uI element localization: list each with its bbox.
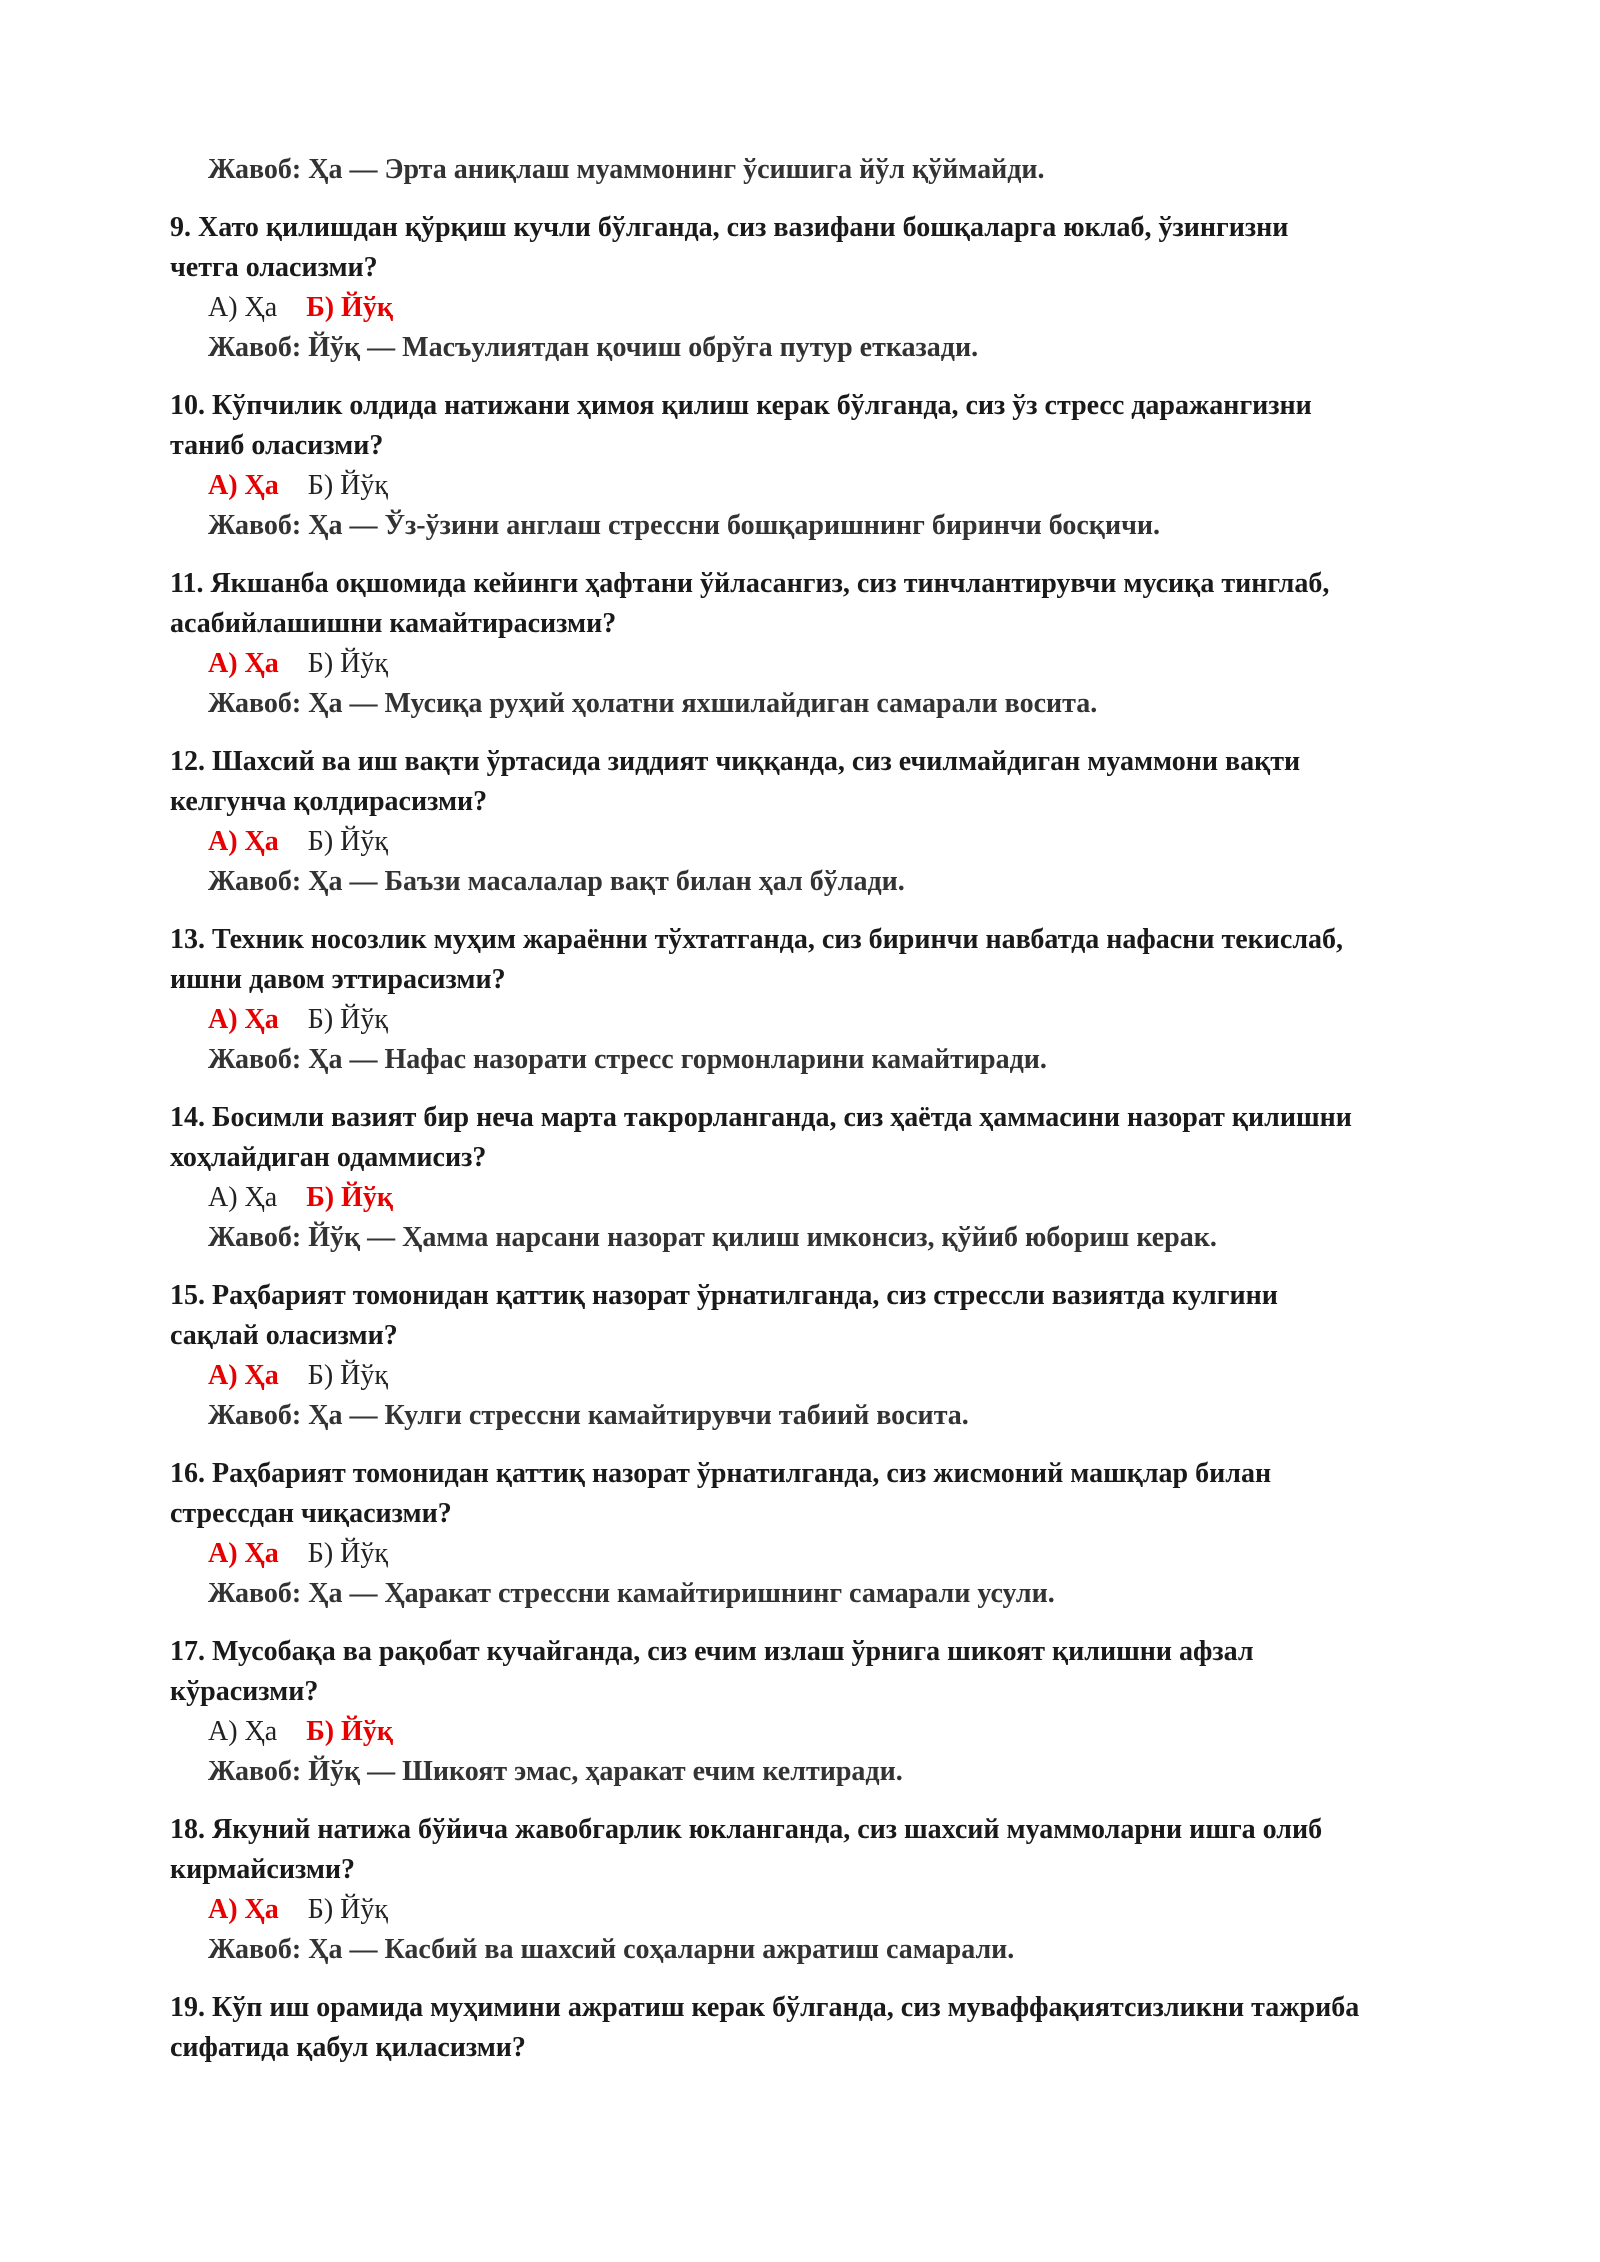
question-12	[170, 742, 1470, 902]
question-text: 16. Раҳбарият томонидан қаттиқ назорат ўрнатилганда, сиз жисмоний машқлар билан	[170, 1458, 1272, 1489]
question-16	[170, 1454, 1470, 1614]
question-text: 9. Хато қилишдан қўрқиш кучли бўлганда, сиз вазифани бошқаларга юклаб, ўзингизни	[170, 212, 1289, 243]
question-text: 13. Техник носозлик муҳим жараённи тўхтатганда, сиз биринчи навбатда нафасни текислаб,	[170, 924, 1344, 955]
question-text-continued: асабийлашишни камайтирасизми?	[170, 608, 617, 639]
option-a-selected: А) Ҳа	[208, 826, 279, 857]
option-b-selected: Б) Йўқ	[306, 292, 393, 323]
question-17	[170, 1632, 1470, 1792]
answer-options	[170, 1534, 1470, 1574]
question-18	[170, 1810, 1470, 1970]
question-text-continued: кўрасизми?	[170, 1676, 319, 1707]
option-a-selected: А) Ҳа	[208, 648, 279, 679]
question-10	[170, 386, 1470, 546]
answer-line: Жавоб: Йўқ — Ҳамма нарсани назорат қилиш имконсиз, қўйиб юбориш керак.	[208, 1222, 1217, 1253]
option-b: Б) Йўқ	[307, 1538, 388, 1569]
option-a-selected: А) Ҳа	[208, 1894, 279, 1925]
option-b: Б) Йўқ	[307, 1894, 388, 1925]
answer-options	[170, 1890, 1470, 1930]
answer-options	[170, 1178, 1470, 1218]
answer-line: Жавоб: Ҳа — Мусиқа руҳий ҳолатни яхшилайдиган самарали восита.	[208, 688, 1098, 719]
option-b: Б) Йўқ	[307, 470, 388, 501]
question-text-continued: ишни давом эттирасизми?	[170, 964, 506, 995]
question-13	[170, 920, 1470, 1080]
answer-options	[170, 644, 1470, 684]
option-a-selected: А) Ҳа	[208, 1004, 279, 1035]
option-b: Б) Йўқ	[307, 826, 388, 857]
question-text-continued: кирмайсизми?	[170, 1854, 356, 1885]
answer-line: Жавоб: Ҳа — Кулги стрессни камайтирувчи табиий восита.	[208, 1400, 969, 1431]
answer-line: Жавоб: Ҳа — Нафас назорати стресс гормонларини камайтиради.	[208, 1044, 1047, 1075]
answer-line: Жавоб: Йўқ — Масъулиятдан қочиш обрўга путур етказади.	[208, 332, 979, 363]
option-a-selected: А) Ҳа	[208, 1360, 279, 1391]
question-14	[170, 1098, 1470, 1258]
question-text: 10. Кўпчилик олдида натижани ҳимоя қилиш керак бўлганда, сиз ўз стресс даражангизни	[170, 390, 1312, 421]
answer-options	[170, 822, 1470, 862]
answer-options	[170, 1356, 1470, 1396]
question-text-continued: келгунча қолдирасизми?	[170, 786, 488, 817]
answer-options	[170, 1000, 1470, 1040]
question-text-continued: четга оласизми?	[170, 252, 378, 283]
question-text: 15. Раҳбарият томонидан қаттиқ назорат ўрнатилганда, сиз стрессли вазиятда кулгини	[170, 1280, 1278, 1311]
question-text: 14. Босимли вазият бир неча марта такрорланганда, сиз ҳаётда ҳаммасини назорат қилишни	[170, 1102, 1352, 1133]
option-b: Б) Йўқ	[307, 1004, 388, 1035]
answer-line: Жавоб: Йўқ — Шикоят эмас, ҳаракат ечим келтиради.	[208, 1756, 903, 1787]
question-text-continued: таниб оласизми?	[170, 430, 384, 461]
answer-line: Жавоб: Ҳа — Касбий ва шахсий соҳаларни ажратиш самарали.	[208, 1934, 1015, 1965]
option-a-selected: А) Ҳа	[208, 1538, 279, 1569]
question-text: 19. Кўп иш орамида муҳимини ажратиш керак бўлганда, сиз муваффақиятсизликни тажриба	[170, 1992, 1360, 2023]
option-a-selected: А) Ҳа	[208, 470, 279, 501]
question-text: 11. Якшанба оқшомида кейинги ҳафтани ўйласангиз, сиз тинчлантирувчи мусиқа тинглаб,	[170, 568, 1330, 599]
answer-options	[170, 1712, 1470, 1752]
question-text-continued: хоҳлайдиган одаммисиз?	[170, 1142, 487, 1173]
answer-line: Жавоб: Ҳа — Ҳаракат стрессни камайтиришнинг самарали усули.	[208, 1578, 1055, 1609]
option-a: А) Ҳа	[208, 292, 278, 323]
question-11	[170, 564, 1470, 724]
option-b: Б) Йўқ	[307, 648, 388, 679]
question-text: 18. Якуний натижа бўйича жавобгарлик юкланганда, сиз шахсий муаммоларни ишга олиб	[170, 1814, 1323, 1845]
answer-options	[170, 466, 1470, 506]
answer-line: Жавоб: Ҳа — Баъзи масалалар вақт билан ҳал бўлади.	[208, 866, 905, 897]
question-text-continued: стрессдан чиқасизми?	[170, 1498, 452, 1529]
answer-line: Жавоб: Ҳа — Ўз-ўзини англаш стрессни бошқаришнинг биринчи босқичи.	[208, 510, 1160, 541]
answer-line: Жавоб: Ҳа — Эрта аниқлаш муаммонинг ўсишига йўл қўймайди.	[208, 154, 1045, 185]
question-text: 17. Мусобақа ва рақобат кучайганда, сиз ечим излаш ўрнига шикоят қилишни афзал	[170, 1636, 1254, 1667]
option-b: Б) Йўқ	[307, 1360, 388, 1391]
question-text-continued: сақлай оласизми?	[170, 1320, 398, 1351]
answer-options	[170, 288, 1470, 328]
question-19	[170, 1988, 1470, 2068]
question-15	[170, 1276, 1470, 1436]
question-9	[170, 208, 1470, 368]
question-text-continued: сифатида қабул қиласизми?	[170, 2032, 526, 2063]
question-text: 12. Шахсий ва иш вақти ўртасида зиддият чиққанда, сиз ечилмайдиган муаммони вақти	[170, 746, 1301, 777]
option-a: А) Ҳа	[208, 1182, 278, 1213]
question-list	[170, 150, 1470, 2068]
option-b-selected: Б) Йўқ	[306, 1182, 393, 1213]
option-a: А) Ҳа	[208, 1716, 278, 1747]
option-b-selected: Б) Йўқ	[306, 1716, 393, 1747]
